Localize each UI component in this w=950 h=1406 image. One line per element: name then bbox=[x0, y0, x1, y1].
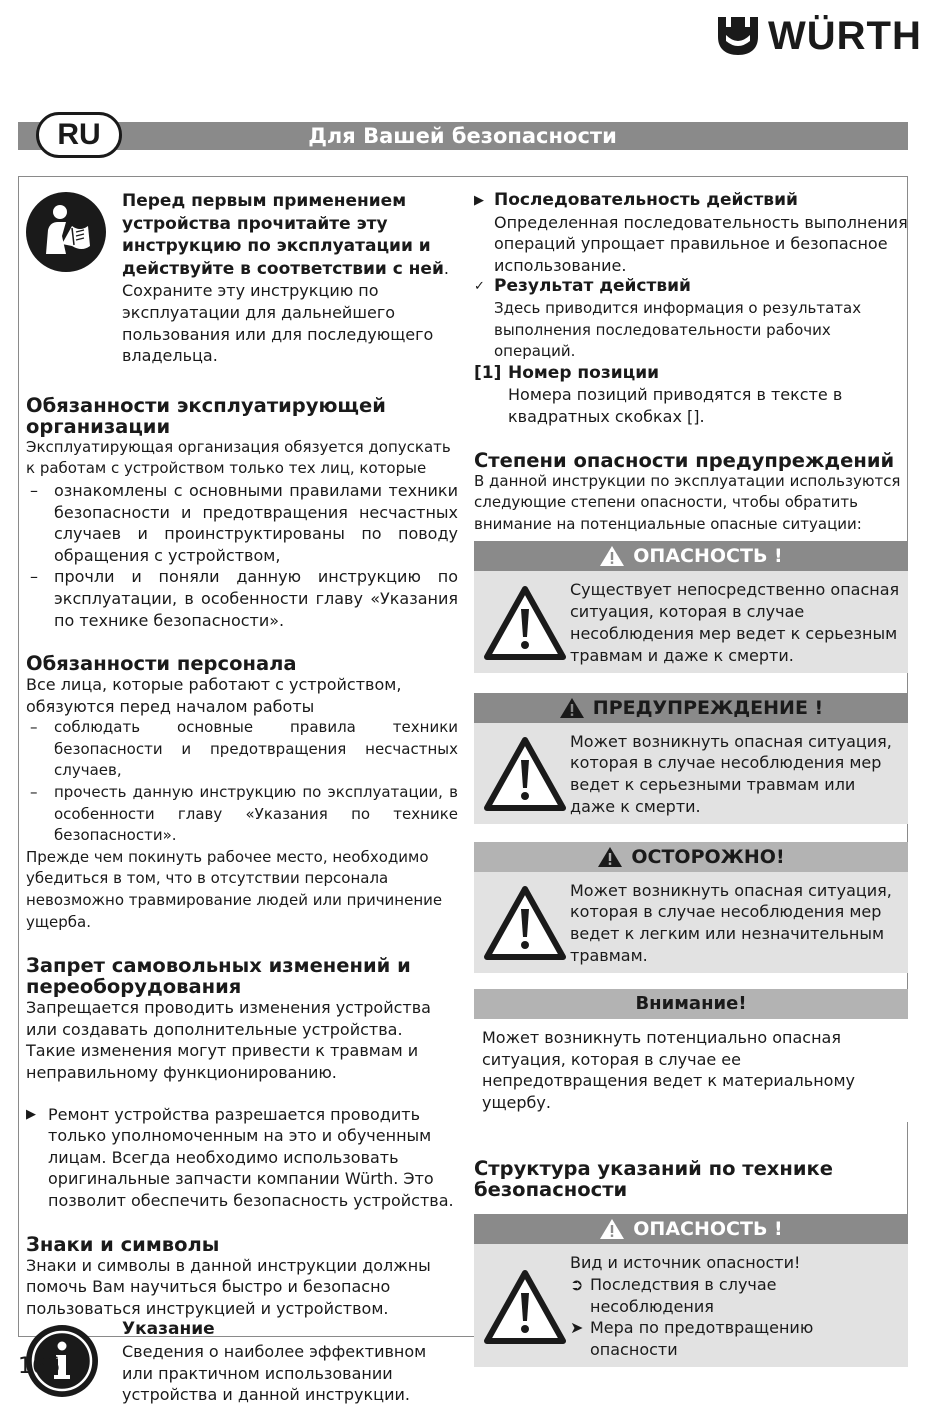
warning-header bbox=[474, 693, 908, 723]
operator-list bbox=[26, 480, 458, 631]
hazard-triangle-icon bbox=[480, 880, 570, 967]
arrow-right-circle-icon: ➲ bbox=[570, 1274, 584, 1294]
personnel-after-text: Прежде чем покинуть рабочее место, необходимо убедиться в том, что в отсутствии персонала невозможно травмирование людей или причинение ущерба. bbox=[26, 847, 443, 931]
danger-label: ОПАСНОСТЬ ! bbox=[633, 545, 783, 568]
section-title-modifications: Запрет самовольных изменений и переоборудования bbox=[26, 954, 411, 999]
sequence-item bbox=[474, 190, 908, 276]
danger-header bbox=[474, 541, 908, 571]
warning-body bbox=[474, 723, 908, 824]
note-block bbox=[26, 1319, 458, 1405]
personnel-list bbox=[26, 717, 458, 847]
language-badge: RU bbox=[36, 112, 122, 158]
structure-box bbox=[474, 1214, 908, 1367]
caution-label: ОСТОРОЖНО! bbox=[631, 845, 785, 868]
warning-box bbox=[474, 693, 908, 824]
sequence-text: Определенная последовательность выполнения операций упрощает правильное и безопасное использование. bbox=[494, 212, 908, 275]
warning-triangle-icon bbox=[599, 545, 625, 567]
list-item: – соблюдать основные правила техники безопасности и предотвращения несчастных случаев, bbox=[26, 717, 458, 782]
warning-triangle-icon bbox=[597, 846, 623, 868]
structure-label: ОПАСНОСТЬ ! bbox=[633, 1218, 783, 1241]
intro-period: . bbox=[443, 258, 449, 278]
checkmark-icon: ✓ bbox=[474, 279, 485, 295]
note-text: Сведения о наиболее эффективном или практичном использовании устройства и данной инструкции. bbox=[122, 1341, 427, 1405]
page-number: 166 bbox=[18, 1354, 60, 1379]
caution-text: Может возникнуть опасная ситуация, которая в случае несоблюдения мер ведет к легким или незначительным травмам. bbox=[570, 880, 892, 966]
result-item bbox=[474, 276, 908, 362]
hazard-triangle-icon bbox=[480, 731, 570, 818]
hazard-triangle-icon bbox=[480, 1252, 570, 1361]
position-item bbox=[474, 363, 908, 428]
arrowhead-icon: ➤ bbox=[570, 1318, 584, 1338]
read-manual-icon bbox=[26, 192, 106, 272]
position-title: Номер позиции bbox=[508, 362, 660, 383]
structure-body bbox=[474, 1244, 908, 1367]
caution-header bbox=[474, 842, 908, 872]
warning-triangle-icon bbox=[559, 697, 585, 719]
list-item: – ознакомлены с основными правилами техники безопасности и предотвращения несчастных случаев и проинструктированы по поводу обращения с устройством, bbox=[26, 480, 458, 566]
danger-box bbox=[474, 541, 908, 672]
section-title-structure: Структура указаний по технике безопасности bbox=[474, 1157, 833, 1202]
section-text-operator: Эксплуатирующая организация обязуется допускать к работам с устройством только тех лиц, которые bbox=[26, 437, 451, 478]
structure-header bbox=[474, 1214, 908, 1244]
modifications-text-2: Такие изменения могут привести к травмам и неправильному функционированию. bbox=[26, 1041, 419, 1082]
result-text: Здесь приводится информация о результатах выполнения последовательности рабочих операций. bbox=[494, 298, 862, 361]
left-column bbox=[26, 190, 458, 1406]
right-column bbox=[474, 190, 908, 1367]
notice-box bbox=[474, 989, 908, 1122]
wurth-logo bbox=[716, 14, 922, 58]
sequence-title: Последовательность действий bbox=[494, 190, 798, 210]
warning-triangle-icon bbox=[599, 1218, 625, 1240]
list-item: – прочли и поняли данную инструкцию по эксплуатации, в особенности главу «Указания по технике безопасности». bbox=[26, 566, 458, 631]
brand-name: WÜRTH bbox=[768, 14, 922, 58]
intro-text: Сохраните эту инструкцию по эксплуатации для дальнейшего пользования или для последующего владельца. bbox=[122, 281, 434, 366]
structure-line-3: Мера по предотвращению опасности bbox=[590, 1318, 814, 1360]
structure-line-1: Вид и источник опасности! bbox=[570, 1253, 801, 1273]
intro-block bbox=[26, 190, 458, 367]
position-mark: [1] bbox=[474, 362, 502, 383]
notice-text: Может возникнуть потенциально опасная ситуация, которая в случае ее непредотвращения ведет к материальному ущербу. bbox=[482, 1027, 855, 1113]
list-item: – прочесть данную инструкцию по эксплуатации, в особенности главу «Указания по технике безопасности». bbox=[26, 782, 458, 847]
notice-header bbox=[474, 989, 908, 1019]
danger-text: Существует непосредственно опасная ситуация, которая в случае несоблюдения мер ведет к серьезным травмам и даже к смерти. bbox=[570, 580, 900, 665]
caution-box bbox=[474, 842, 908, 973]
section-title-personnel: Обязанности персонала bbox=[26, 652, 297, 676]
wurth-logo-icon bbox=[716, 15, 760, 57]
consequence-line bbox=[570, 1274, 902, 1318]
symbols-text: Знаки и символы в данной инструкции должны помочь Вам научиться быстро и безопасно пользоваться инструкцией и устройством. bbox=[26, 1255, 431, 1318]
repair-note bbox=[26, 1104, 458, 1212]
section-title-symbols: Знаки и символы bbox=[26, 1232, 220, 1256]
note-title: Указание bbox=[122, 1319, 215, 1340]
notice-body bbox=[474, 1019, 908, 1122]
warning-label: ПРЕДУПРЕЖДЕНИЕ ! bbox=[592, 696, 824, 719]
repair-note-text: Ремонт устройства разрешается проводить только уполномоченным на это и обученным лицам. Всегда необходимо использовать оригинальные запчасти компании Würth. Это позволит обеспечить безопасность устройства. bbox=[48, 1104, 454, 1210]
page-title: Для Вашей безопасности bbox=[308, 124, 617, 148]
triangle-bullet-icon: ▶ bbox=[26, 1106, 36, 1122]
measure-line bbox=[570, 1317, 902, 1361]
section-title-operator: Обязанности эксплуатирующей организации bbox=[26, 393, 386, 438]
caution-body bbox=[474, 872, 908, 973]
result-title: Результат действий bbox=[494, 276, 691, 297]
structure-line-2: Последствия в случае несоблюдения bbox=[590, 1274, 777, 1316]
intro-bold-text: Перед первым применением устройства прочитайте эту инструкцию по эксплуатации и действуйте в соответствии с ней bbox=[122, 191, 444, 279]
structure-text bbox=[570, 1252, 902, 1361]
section-text-personnel: Все лица, которые работают с устройством, обязуются перед началом работы bbox=[26, 675, 402, 716]
section-title-levels: Степени опасности предупреждений bbox=[474, 448, 895, 472]
modifications-text-1: Запрещается проводить изменения устройства или создавать дополнительные устройства. bbox=[26, 998, 431, 1039]
levels-text: В данной инструкции по эксплуатации используются следующие степени опасности, чтобы обратить внимание на потенциальные опасные ситуации: bbox=[474, 471, 901, 533]
position-text: Номера позиций приводятся в тексте в квадратных скобках []. bbox=[508, 385, 843, 426]
hazard-triangle-icon bbox=[480, 579, 570, 666]
danger-body bbox=[474, 571, 908, 672]
warning-text: Может возникнуть опасная ситуация, которая в случае несоблюдения мер ведет к серьезными травмам или даже к смерти. bbox=[570, 731, 892, 816]
triangle-bullet-icon: ▶ bbox=[474, 193, 484, 208]
notice-label: Внимание! bbox=[635, 992, 747, 1014]
